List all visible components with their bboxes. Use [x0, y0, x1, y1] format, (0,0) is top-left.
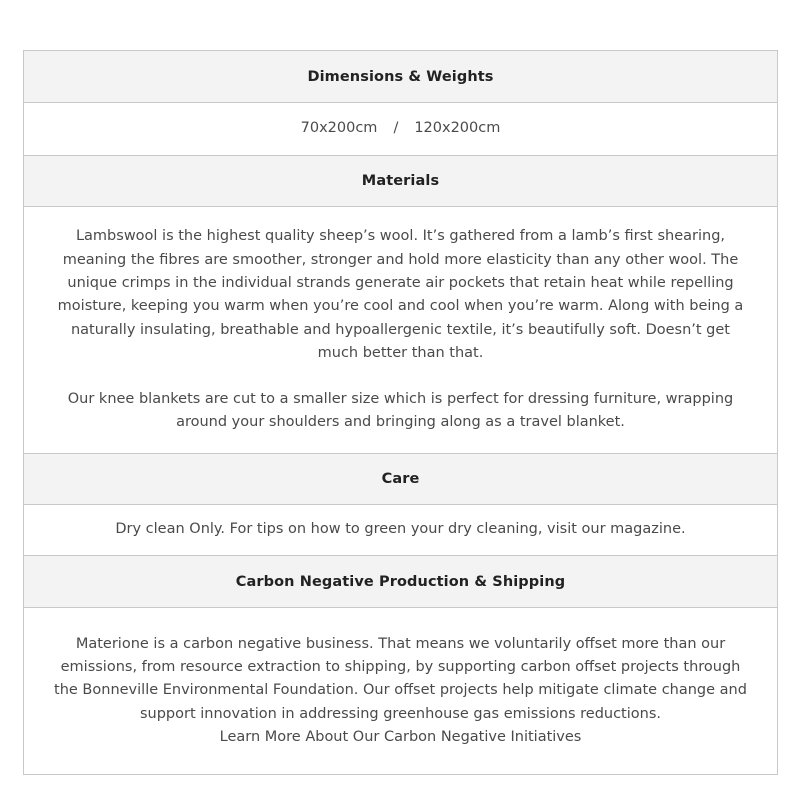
- dimensions-values: [301, 117, 501, 140]
- materials-knee-blanket-note: Our knee blankets are cut to a smaller size which is perfect for dressing furniture, wrapping around your shoulders and bringing along as a travel blanket.: [67, 391, 734, 431]
- dimensions-row: [24, 103, 777, 156]
- materials-description: Lambswool is the highest quality sheep’s wool. It’s gathered from a lamb’s first shearing, meaning the fibres are smoother, stronger and hold more elasticity than any other wool. The unique crimps in the individual strands generate air pockets that retain heat while repelling moisture, keeping you warm when you’re cool and cool when you’re warm. Along with being a naturally insulating, breathable and hypoallergenic textile, it’s beautifully soft. Doesn’t get much better than that.: [57, 228, 744, 361]
- dimensions-heading: [24, 51, 777, 103]
- care-instructions: Dry clean Only. For tips on how to green your dry cleaning, visit our magazine.: [115, 521, 686, 538]
- materials-heading: [24, 156, 777, 207]
- care-heading-label: Care: [381, 471, 420, 487]
- materials-row: [24, 207, 777, 454]
- size-option-large: 120x200cm: [414, 120, 501, 137]
- care-row: [24, 505, 777, 556]
- carbon-row: [24, 608, 777, 774]
- size-separator: /: [393, 120, 399, 137]
- carbon-initiatives-link[interactable]: Learn More About Our Carbon Negative Initiatives: [219, 728, 582, 745]
- size-option-small: 70x200cm: [300, 120, 378, 137]
- carbon-description: Materione is a carbon negative business. That means we voluntarily offset more than our emissions, from resource extraction to shipping, by supporting carbon offset projects through the Bonneville Environmental Foundation. Our offset projects help mitigate climate change and support innovation in addressing greenhouse gas emissions reductions.: [54, 635, 747, 722]
- dimensions-heading-label: Dimensions & Weights: [307, 68, 494, 85]
- carbon-heading: [24, 556, 777, 608]
- product-details-table: [23, 50, 778, 775]
- materials-heading-label: Materials: [361, 173, 440, 189]
- carbon-heading-label: Carbon Negative Production & Shipping: [235, 573, 566, 590]
- care-heading: [24, 454, 777, 505]
